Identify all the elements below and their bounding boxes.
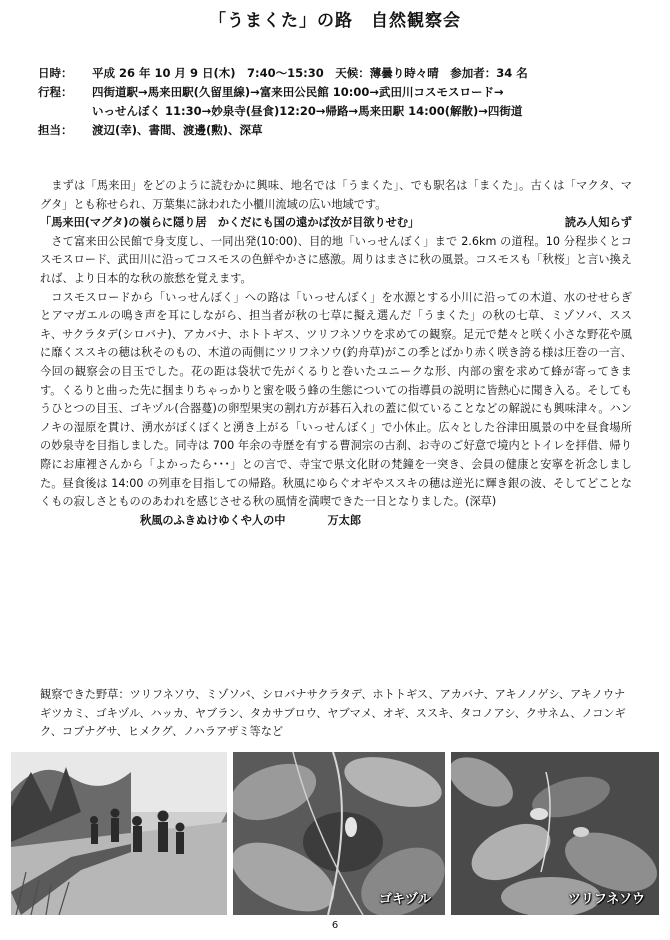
route-line-2: いっせんぼく 11:30→妙泉寺(昼食)12:20→帰路→馬来田駅 14:00(解散)→四街道 — [92, 104, 523, 118]
staff-row — [38, 121, 638, 140]
poem-text: 「馬来田(マグタ)の嶺らに隠り居 かくだにも国の遠かば汝が目欲りせむ」 — [40, 216, 420, 230]
staff-label: 担当： — [38, 123, 73, 137]
date-label: 日時： — [38, 66, 73, 80]
route-label: 行程： — [38, 85, 73, 99]
event-info — [38, 64, 638, 140]
page-number: 6 — [331, 920, 339, 931]
photo-caption-tsurifunesou: ツリフネソウ — [567, 892, 645, 907]
date-row — [38, 64, 638, 83]
photo-tsurifunesou — [451, 752, 659, 915]
photo-caption-gokizuru: ゴキヅル — [378, 892, 431, 907]
paragraph-observation: コスモスロードから「いっせんぼく」への路は「いっせんぼく」を水源とする小川に沿っての木道、水のせせらぎとアマガエルの鳴き声を耳にしながら、担当者が秋の七草に擬え選んだ「うまくた」の秋の七草、ミゾソバ、ススキ、サクラタデ(シロバナ)、アカバナ、ホトトギス、ツリフネソウを求めての観察。足元で楚々と咲く小さな野花や風に靡くススキの穂は秋そのもの、木道の両側にツリフネソウ(釣舟草)がこの季とばかり赤く咲き誇る様は圧巻の一言、今回の観察会の目玉でした。花の距は袋状で先がくるりと巻いたユニークな形、内部の蜜を求めて蜂が寄ってきます。くるりと曲った先に掴まりちゃっかりと蜜を吸う蜂の生態についての指導員の説明に皆熱心に聞き入る。そしてもうひとつの目玉、ゴキヅル(合器蔓)の卵型果実の割れ方が碁石入れの蓋に似ていることなどの解説にも興味津々。ハンノキの湿原を貫け、湧水がぼくぼくと湧き上がる「いっせんぼく」で小休止。広々とした谷津田風景の中を昼食場所の妙泉寺を目指しました。同寺は 700 年余の寺歴を有する曹洞宗の古刹、お寺のご好意で境内とトイレを拝借、帰り際にお庫裡さんから「よかったら･･･」との言で、寺宝で県文化財の梵鐘を一突き、会員の健康と安寧を祈念しました。昼食後は 14:00 の列車を目指しての帰路。秋風にゆらぐオギやススキの穂は逆光に輝き銀の波、そしてどことなくもの寂しさともののあわれを感じさせる秋の風情を満喫できた一日となりました。(深草) — [40, 290, 632, 509]
staff-value: 渡辺(幸)、書間、渡邊(勲)、深草 — [92, 123, 263, 137]
report-body — [40, 177, 632, 530]
paragraph-intro: まずは「馬来田」をどのように読むかに興味、地名では「うまくた」、でも駅名は「まくた」。古くは「マクタ、マグタ」とも称せられ、万葉集に詠われた小櫃川流域の広い地域です。 — [40, 179, 632, 211]
date-value: 平成 26 年 10 月 9 日(木) 7:40～15:30 天候：薄曇り時々晴 参加者：34 名 — [92, 66, 528, 80]
haiku-author: 万太郎 — [327, 513, 362, 527]
photo-gokizuru — [233, 752, 445, 915]
route-row — [38, 83, 638, 102]
haiku-text: 秋風のふきぬけゆくや人の中 — [140, 513, 286, 527]
walking-group-image — [11, 752, 227, 915]
haiku — [40, 512, 632, 531]
photo-strip — [11, 752, 659, 915]
paragraph-walk: さて富来田公民館で身支度し、一同出発(10:00)、目的地「いっせんぼく」まで 2.6km の道程。10 分程歩くとコスモスロード、武田川に沿ってコスモスの色鮮やかさに感激。周りはまさに秋の風景。コスモスも「秋桜」と言い換えれば、より日本的な秋の旅愁を覚えます。 — [40, 234, 632, 285]
poem-author: 読み人知らず — [564, 216, 632, 230]
route-line-1: 四街道駅→馬来田駅(久留里線)→富来田公民館 10:00→武田川コスモスロード→ — [92, 85, 504, 99]
manyoshu-poem — [40, 214, 632, 233]
page-title: 「うまくた」の路 自然観察会 — [209, 11, 461, 31]
observed-plants: 観察できた野草：ツリフネソウ、ミゾソバ、シロバナサクラタデ、ホトトギス、アカバナ、アキノノゲシ、アキノウナギツカミ、ゴキヅル、ハッカ、ヤブラン、タカサブロウ、ヤブマメ、オギ、ススキ、タコノアシ、クサネム、ノコンギク、コブナグサ、ヒメクグ、ノハラアザミ等など — [40, 688, 626, 739]
photo-walking-group — [11, 752, 227, 915]
route-row-2 — [38, 102, 638, 121]
